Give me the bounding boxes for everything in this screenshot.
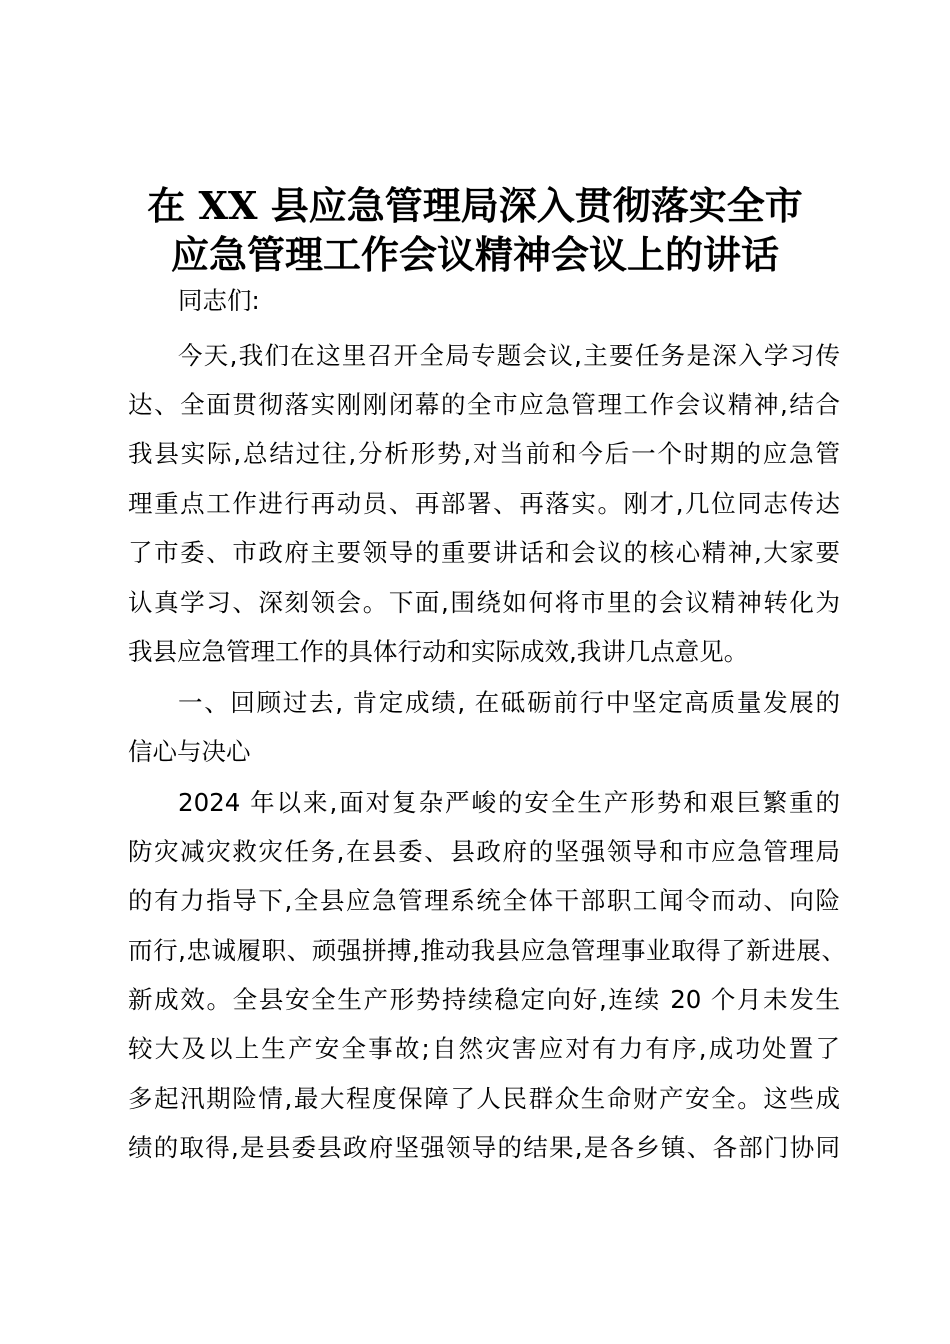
- section-heading-line: 一、回顾过去, 肯定成绩, 在砥砺前行中坚定高质量发展的: [178, 688, 840, 717]
- paragraph-2-line: 多起汛期险情,最大程度保障了人民群众生命财产安全。这些成: [128, 1084, 840, 1113]
- paragraph-2-line: 防灾减灾救灾任务,在县委、县政府的坚强领导和市应急管理局: [128, 837, 840, 866]
- document-title-line-2: 应急管理工作会议精神会议上的讲话: [170, 232, 779, 277]
- paragraph-1-line: 我县应急管理工作的具体行动和实际成效,我讲几点意见。: [128, 637, 749, 666]
- paragraph-1-line: 达、全面贯彻落实刚刚闭幕的全市应急管理工作会议精神,结合: [128, 390, 840, 419]
- paragraph-1-line: 理重点工作进行再动员、再部署、再落实。刚才,几位同志传达: [128, 489, 840, 518]
- paragraph-1-line: 认真学习、深刻领会。下面,围绕如何将市里的会议精神转化为: [128, 588, 840, 617]
- paragraph-2-line: 绩的取得,是县委县政府坚强领导的结果,是各乡镇、各部门协同: [128, 1133, 840, 1162]
- paragraph-2-line: 的有力指导下,全县应急管理系统全体干部职工闻令而动、向险: [128, 886, 840, 915]
- section-heading-line: 信心与决心: [128, 737, 251, 766]
- paragraph-2-line: 而行,忠诚履职、顽强拼搏,推动我县应急管理事业取得了新进展、: [128, 936, 846, 965]
- document-title-line-1: 在 XX 县应急管理局深入贯彻落实全市: [147, 183, 803, 228]
- paragraph-2-line: 2024 年以来,面对复杂严峻的安全生产形势和艰巨繁重的: [178, 788, 840, 817]
- paragraph-2-line: 较大及以上生产安全事故;自然灾害应对有力有序,成功处置了: [128, 1034, 840, 1063]
- paragraph-1-line: 今天,我们在这里召开全局专题会议,主要任务是深入学习传: [178, 341, 840, 370]
- paragraph-1-line: 我县实际,总结过往,分析形势,对当前和今后一个时期的应急管: [128, 439, 840, 468]
- salutation: 同志们:: [178, 286, 260, 315]
- paragraph-1-line: 了市委、市政府主要领导的重要讲话和会议的核心精神,大家要: [128, 538, 840, 567]
- paragraph-2-line: 新成效。全县安全生产形势持续稳定向好,连续 20 个月未发生: [128, 985, 840, 1014]
